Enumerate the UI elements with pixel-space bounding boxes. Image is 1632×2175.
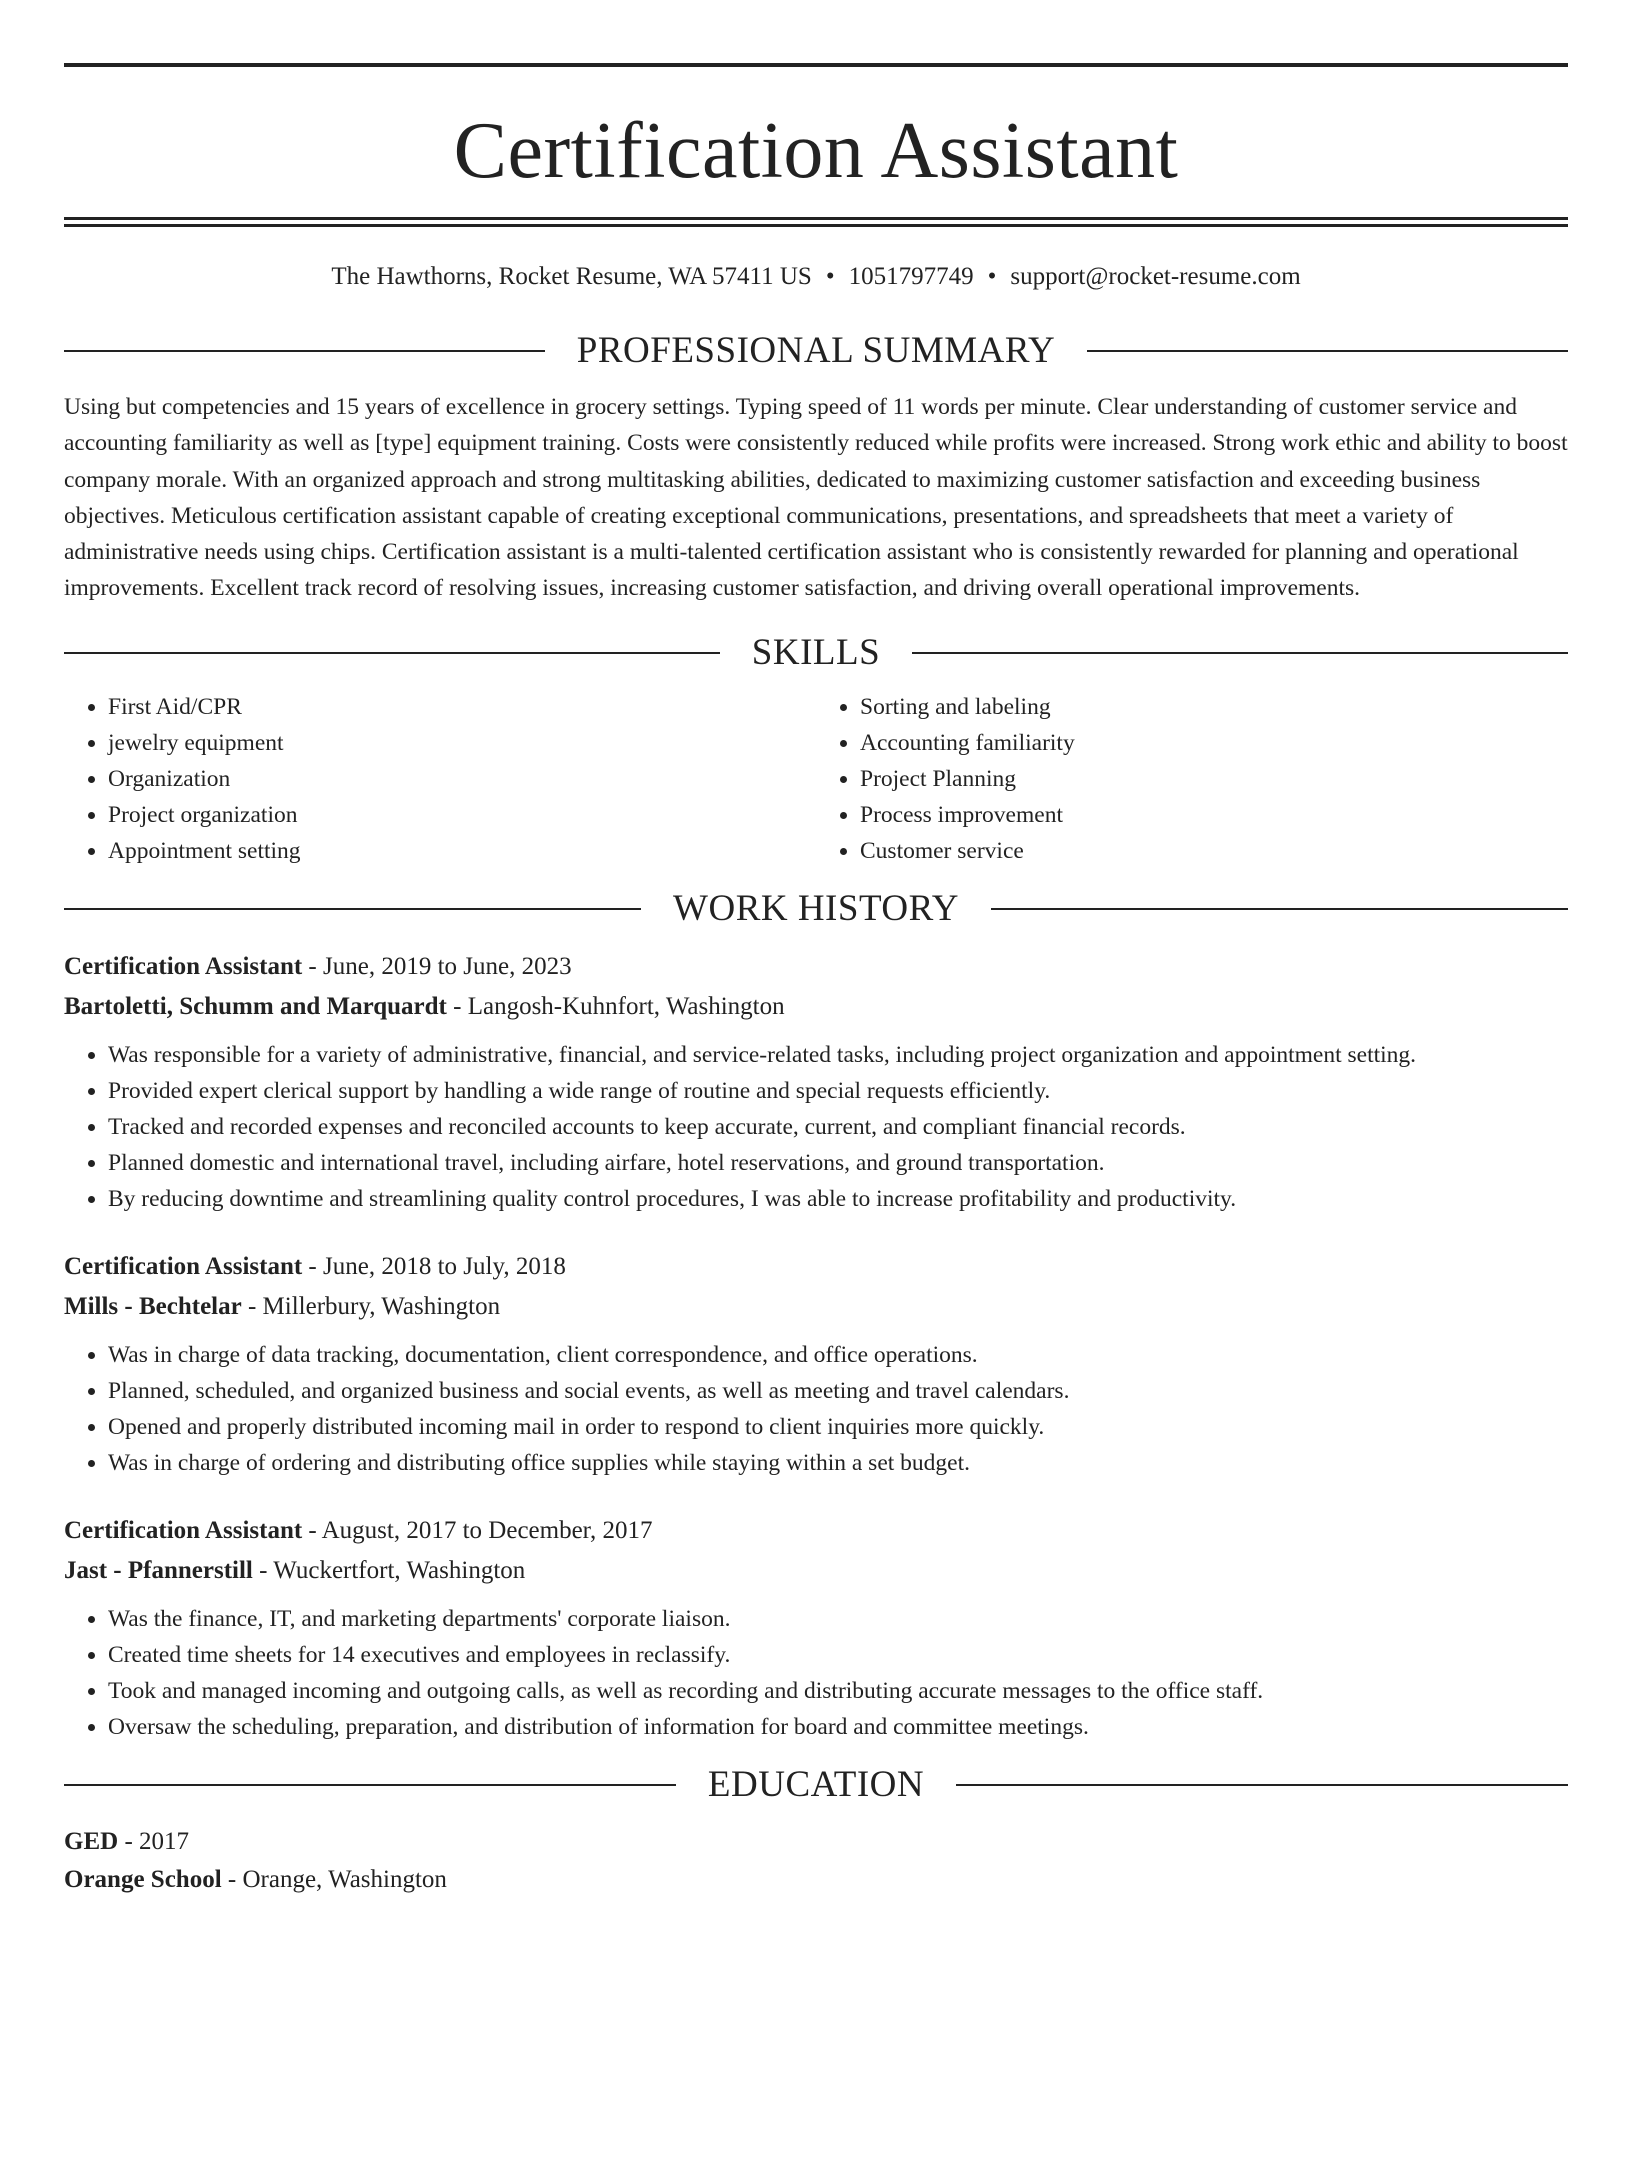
- job-bullet: • Was responsible for a variety of administrative, financial, and service-related tasks, including project organization and appointment setting.: [108, 1037, 1568, 1073]
- skill-item: • First Aid/CPR: [108, 689, 816, 725]
- skill-item: • Organization: [108, 761, 816, 797]
- job-company-line: [64, 1551, 1568, 1591]
- skill-item: • Appointment setting: [108, 833, 816, 869]
- skill-item: • Project organization: [108, 797, 816, 833]
- job-entry: [64, 1511, 1568, 1745]
- job-title: Certification Assistant: [64, 952, 303, 980]
- job-location: - Langosh-Kuhnfort, Washington: [446, 992, 785, 1020]
- section-rule: [1087, 350, 1568, 352]
- section-title-skills: SKILLS: [751, 631, 881, 673]
- summary-text: Using but competencies and 15 years of excellence in grocery settings. Typing speed of 11 words per minute. Clear understanding of customer service and accounting familiarity as well as [type] equipment training. Costs were consistently reduced while profits were increased. Strong work ethic and ability to boost company morale. With an organized approach and strong multitasking abilities, dedicated to maximizing customer satisfaction and exceeding business objectives. Meticulous certification assistant capable of creating exceptional communications, presentations, and spreadsheets that meet a variety of administrative needs using chips. Certification assistant is a multi-talented certification assistant who is consistently rewarded for planning and operational improvements. Excellent track record of resolving issues, increasing customer satisfaction, and driving overall operational improvements.: [64, 394, 1568, 602]
- job-bullet: • Took and managed incoming and outgoing calls, as well as recording and distributing accurate messages to the office staff.: [108, 1673, 1568, 1709]
- job-company-line: [64, 987, 1568, 1027]
- section-rule: [64, 908, 641, 910]
- skill-item: • Process improvement: [860, 797, 1568, 833]
- section-rule: [64, 350, 545, 352]
- education-entry: [64, 1823, 1568, 1899]
- education-school-line: [64, 1861, 1568, 1899]
- job-company: Mills - Bechtelar: [64, 1292, 242, 1320]
- contact-separator: •: [987, 263, 997, 290]
- education-school: Orange School: [64, 1865, 222, 1893]
- job-location: - Wuckertfort, Washington: [252, 1556, 526, 1584]
- skills-column-right: [816, 689, 1568, 869]
- contact-separator: •: [825, 263, 835, 290]
- section-header-work: [64, 889, 1568, 929]
- education-year: - 2017: [118, 1827, 190, 1855]
- header-double-rule: [64, 217, 1568, 227]
- job-bullet: • Planned domestic and international travel, including airfare, hotel reservations, and ground transportation.: [108, 1145, 1568, 1181]
- job-dates: - June, 2019 to June, 2023: [302, 952, 572, 980]
- job-bullet: • By reducing downtime and streamlining quality control procedures, I was able to increase profitability and productivity.: [108, 1181, 1568, 1217]
- job-bullets: [64, 1601, 1568, 1745]
- top-rule: [64, 63, 1568, 67]
- resume-page: [0, 63, 1632, 2175]
- contact-email: support@rocket-resume.com: [1010, 263, 1301, 290]
- job-bullets: [64, 1037, 1568, 1217]
- job-bullet: • Provided expert clerical support by handling a wide range of routine and special requests efficiently.: [108, 1073, 1568, 1109]
- job-bullet: • Was the finance, IT, and marketing departments' corporate liaison.: [108, 1601, 1568, 1637]
- job-bullet: • Opened and properly distributed incoming mail in order to respond to client inquiries more quickly.: [108, 1409, 1568, 1445]
- job-bullet: • Tracked and recorded expenses and reconciled accounts to keep accurate, current, and compliant financial records.: [108, 1109, 1568, 1145]
- section-header-education: [64, 1765, 1568, 1805]
- contact-line: [64, 261, 1568, 293]
- job-bullet: • Oversaw the scheduling, preparation, and distribution of information for board and committee meetings.: [108, 1709, 1568, 1745]
- section-rule: [64, 652, 720, 654]
- education-location: - Orange, Washington: [221, 1865, 447, 1893]
- job-title: Certification Assistant: [64, 1516, 303, 1544]
- contact-address: The Hawthorns, Rocket Resume, WA 57411 US: [331, 263, 812, 290]
- job-bullet: • Was in charge of data tracking, documentation, client correspondence, and office operations.: [108, 1337, 1568, 1373]
- education-degree-line: [64, 1823, 1568, 1861]
- job-title: Certification Assistant: [64, 1252, 303, 1280]
- job-dates: - August, 2017 to December, 2017: [302, 1516, 653, 1544]
- section-rule: [956, 1784, 1568, 1786]
- skill-item: • Accounting familiarity: [860, 725, 1568, 761]
- skill-item: • Sorting and labeling: [860, 689, 1568, 725]
- skill-item: • Customer service: [860, 833, 1568, 869]
- candidate-name: Certification Assistant: [453, 107, 1179, 195]
- job-bullets: [64, 1337, 1568, 1481]
- section-title-education: EDUCATION: [707, 1763, 925, 1805]
- job-company: Bartoletti, Schumm and Marquardt: [64, 992, 447, 1020]
- section-title-summary: PROFESSIONAL SUMMARY: [576, 330, 1056, 371]
- job-company: Jast - Pfannerstill: [64, 1556, 253, 1584]
- contact-phone: 1051797749: [848, 263, 974, 290]
- section-rule: [991, 908, 1568, 910]
- skills-column-left: [64, 689, 816, 869]
- skill-item: • jewelry equipment: [108, 725, 816, 761]
- job-title-line: [64, 1247, 1568, 1287]
- section-title-work: WORK HISTORY: [673, 887, 959, 929]
- education-degree: GED: [64, 1827, 119, 1855]
- job-location: - Millerbury, Washington: [241, 1292, 501, 1320]
- section-header-summary: [64, 331, 1568, 371]
- job-entry: [64, 947, 1568, 1217]
- job-title-line: [64, 947, 1568, 987]
- section-header-skills: [64, 633, 1568, 673]
- job-bullet: • Created time sheets for 14 executives and employees in reclassify.: [108, 1637, 1568, 1673]
- job-dates: - June, 2018 to July, 2018: [302, 1252, 566, 1280]
- job-company-line: [64, 1287, 1568, 1327]
- skills-list: [64, 689, 1568, 869]
- section-rule: [64, 1784, 676, 1786]
- section-rule: [912, 652, 1568, 654]
- job-bullet: • Was in charge of ordering and distributing office supplies while staying within a set budget.: [108, 1445, 1568, 1481]
- skill-item: • Project Planning: [860, 761, 1568, 797]
- job-bullet: • Planned, scheduled, and organized business and social events, as well as meeting and travel calendars.: [108, 1373, 1568, 1409]
- job-entry: [64, 1247, 1568, 1481]
- job-title-line: [64, 1511, 1568, 1551]
